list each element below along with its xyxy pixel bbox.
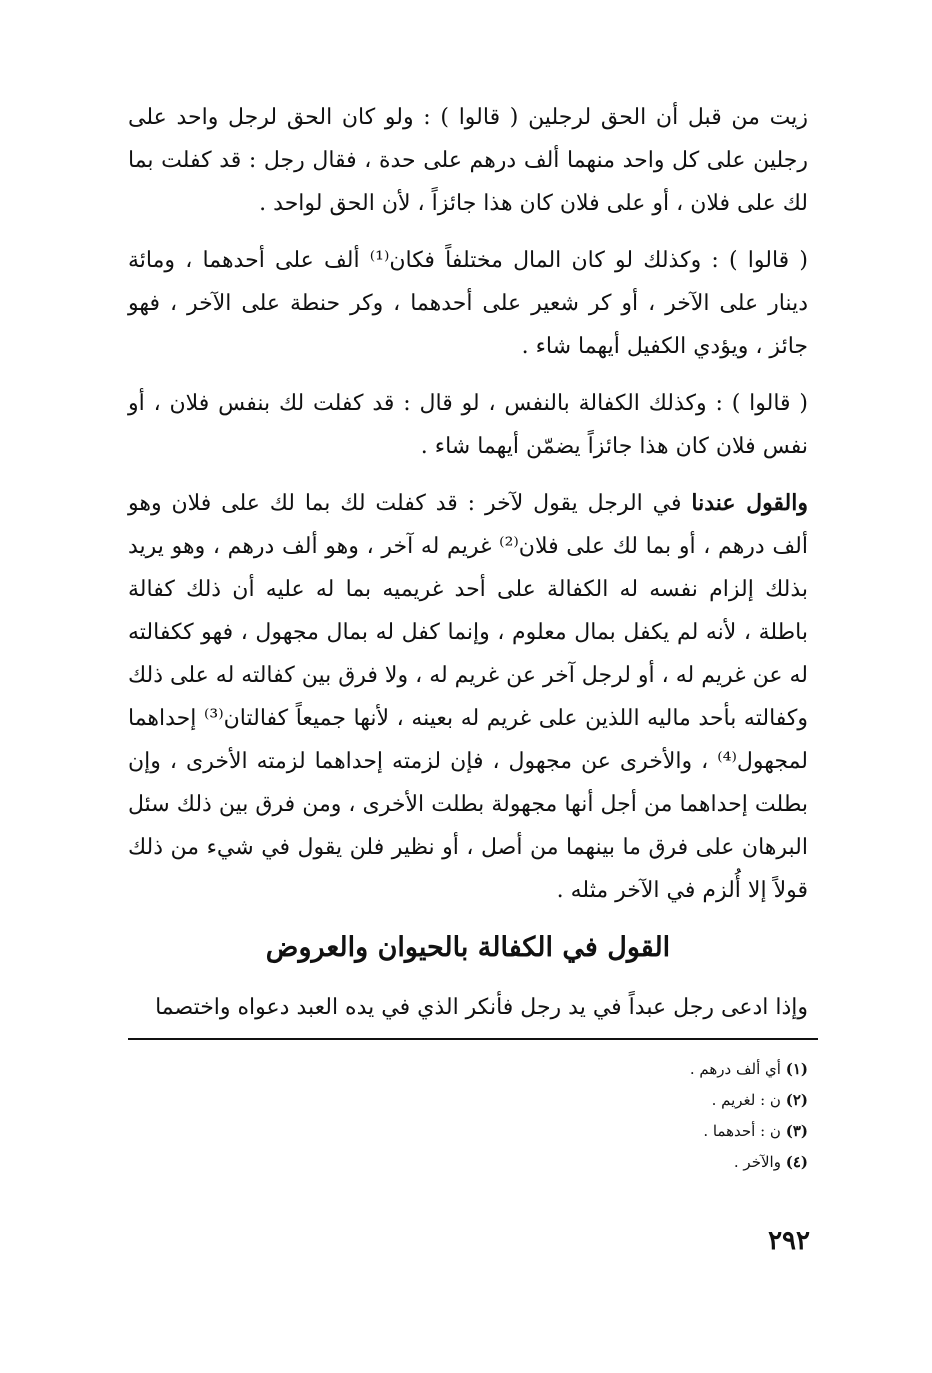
paragraph-1: زيت من قبل أن الحق لرجلين ( قالوا ) : ولو كان الحق لرجل واحد على رجلين على كل واحد منهما ألف درهم على حدة ، فقال رجل : قد كفلت بما لك على فلان ، أو على فلان كان هذا جائزاً ، لأن الحق لواحد . <box>128 105 808 216</box>
paragraph-5: وإذا ادعى رجل عبداً في يد رجل فأنكر الذي في يده العبد دعواه واختصما <box>155 995 808 1020</box>
paragraph-3: ( قالوا ) : وكذلك الكفالة بالنفس ، لو قال : قد كفلت لك بنفس فلان ، أو نفس فلان كان هذا جائزاً يضمّن أيهما شاء . <box>128 391 808 459</box>
page-number: ٢٩٢ <box>768 1226 810 1256</box>
footnote-number: (١) <box>785 1060 808 1078</box>
footnote-item <box>690 1116 808 1147</box>
footnote-text: ن : أحدهما . <box>703 1122 786 1140</box>
footnote-divider <box>128 1038 818 1040</box>
paragraph-4-body: في الرجل يقول لآخر : قد كفلت لك بما لك على فلان وهو ألف درهم ، أو بما لك على فلان⁽²⁾ غريم له آخر ، وهو ألف درهم ، وهو يريد بذلك إلزام نفسه له الكفالة على أحد غريميه بما له عليه أن ذلك كفالة باطلة ، لأنه لم يكفل بمال معلوم ، وإنما كفل له بمال مجهول ، فهو ككفالته له عن غريم له ، أو لرجل آخر عن غريم له ، ولا فرق بين كفالته له على ذلك وكفالته بأحد ماليه اللذين على غريم له بعينه ، لأنها جميعاً كفالتان⁽³⁾ إحداهما لمجهول⁽⁴⁾ ، والأخرى عن مجهول ، فإن لزمته إحداهما لزمته الأخرى ، وإن بطلت إحداهما من أجل أنها مجهولة بطلت الأخرى ، ومن فرق بين ذلك سئل البرهان على فرق ما بينهما من أصل ، أو نظير فلن يقول في شيء من ذلك قولاً إلا أُلزم في الآخر مثله . <box>128 491 809 903</box>
footnote-number: (٢) <box>785 1091 808 1109</box>
footnote-text: أي ألف درهم . <box>689 1060 786 1078</box>
footnote-item <box>690 1054 808 1085</box>
page-body <box>128 96 808 1029</box>
paragraph-2: ( قالوا ) : وكذلك لو كان المال مختلفاً فكان⁽¹⁾ ألف على أحدهما ، ومائة دينار على الآخر ، أو كر شعير على أحدهما ، وكر حنطة على الآخر ، فهو جائز ، ويؤدي الكفيل أيهما شاء . <box>128 248 808 359</box>
footnote-text: ن : لغريم . <box>711 1091 786 1109</box>
section-heading: القول في الكفالة بالحيوان والعروض <box>265 932 671 963</box>
footnote-item <box>690 1147 808 1178</box>
footnote-number: (٤) <box>785 1153 808 1171</box>
paragraph-4 <box>128 482 808 912</box>
footnote-text: والآخر . <box>733 1153 786 1171</box>
paragraph-4-lead: والقول عندنا <box>691 490 808 516</box>
footnote-number: (٣) <box>785 1122 808 1140</box>
footnote-item <box>690 1085 808 1116</box>
footnotes <box>690 1054 808 1178</box>
